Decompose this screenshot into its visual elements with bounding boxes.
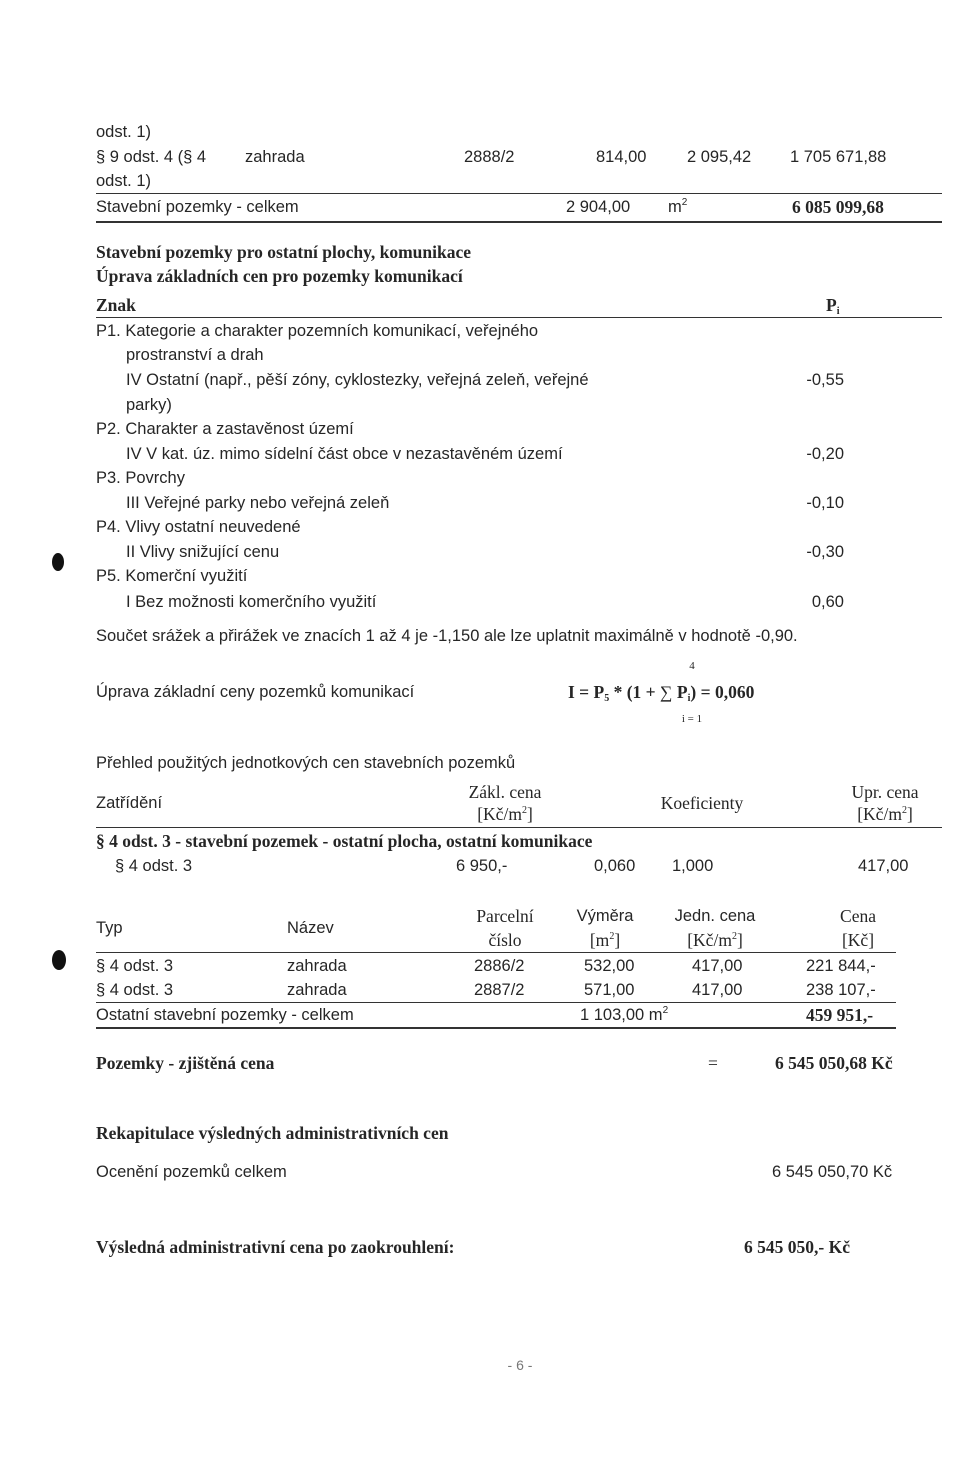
column-header-base-price: Zákl. cena bbox=[468, 782, 542, 802]
table-row-type: § 4 odst. 3 bbox=[96, 981, 174, 999]
top-row-3: odst. 1) bbox=[96, 172, 152, 190]
divider-line bbox=[96, 1002, 896, 1003]
column-header-pi: $P_i$ bbox=[826, 295, 840, 317]
building-plots-total-label: Stavební pozemky - celkem bbox=[96, 198, 299, 216]
other-plots-total-price: 459 951,- bbox=[806, 1005, 874, 1025]
table-row-name: zahrada bbox=[287, 981, 347, 999]
divider-line bbox=[96, 193, 942, 194]
column-header-name: Název bbox=[287, 919, 334, 937]
section-subtitle: Úprava základních cen pro pozemky komunikací bbox=[96, 266, 463, 286]
column-header-price: Cena bbox=[840, 906, 876, 926]
top-row-2-area: 814,00 bbox=[596, 148, 647, 166]
found-price-value: 6 545 050,68 Kč bbox=[775, 1053, 893, 1073]
found-price-equals: = bbox=[708, 1053, 718, 1073]
criterion-line: prostranství a drah bbox=[126, 346, 264, 364]
table-row-type: § 4 odst. 3 bbox=[96, 957, 174, 975]
criterion-value: -0,10 bbox=[806, 494, 844, 512]
criterion-line: P5. Komerční využití bbox=[96, 567, 248, 585]
top-row-2-unit-price: 2 095,42 bbox=[687, 148, 752, 166]
criterion-value: -0,55 bbox=[806, 371, 844, 389]
table-row-unit-price: 417,00 bbox=[692, 957, 743, 975]
criterion-line: II Vlivy snižující cenu bbox=[126, 543, 280, 561]
table-row-parcel: 2886/2 bbox=[474, 957, 525, 975]
column-header-coefficients: Koeficienty bbox=[660, 793, 744, 813]
top-row-2-type: zahrada bbox=[245, 148, 305, 166]
criterion-line: P1. Kategorie a charakter pozemních komunikací, veřejného bbox=[96, 322, 539, 340]
criterion-line: IV Ostatní (např., pěší zóny, cyklostezky, veřejná zeleň, veřejné bbox=[126, 371, 589, 389]
formula-lower-limit: i = 1 bbox=[681, 713, 703, 725]
column-header-parcel: Parcelní bbox=[476, 906, 534, 926]
column-header-base-price-unit: $[Kč/m^2]$ bbox=[477, 804, 533, 824]
criterion-line: III Veřejné parky nebo veřejná zeleň bbox=[126, 494, 390, 512]
table-row-parcel: 2887/2 bbox=[474, 981, 525, 999]
column-header-classification: Zatřídění bbox=[96, 794, 163, 812]
divider-line bbox=[96, 952, 896, 953]
table-row-price: 238 107,- bbox=[806, 981, 876, 999]
column-header-area-unit: $[m^2]$ bbox=[589, 930, 621, 950]
page-number: - 6 - bbox=[507, 1357, 533, 1373]
punch-hole-mark bbox=[52, 950, 66, 970]
table-row-name: zahrada bbox=[287, 957, 347, 975]
table-row-area: 532,00 bbox=[584, 957, 635, 975]
column-header-znak: Znak bbox=[96, 295, 136, 315]
top-row-2-price: 1 705 671,88 bbox=[790, 148, 887, 166]
building-plots-total-unit: $m^2$ bbox=[668, 197, 688, 216]
recap-title: Rekapitulace výsledných administrativních cen bbox=[96, 1123, 449, 1143]
building-plots-total-area: 2 904,00 bbox=[566, 198, 631, 216]
final-price-value: 6 545 050,- Kč bbox=[744, 1237, 850, 1257]
overview-row-coef-2: 1,000 bbox=[672, 857, 714, 875]
final-price-label: Výsledná administrativní cena po zaokrouhlení: bbox=[96, 1237, 455, 1257]
criterion-line: P2. Charakter a zastavěnost území bbox=[96, 420, 354, 438]
divider-line bbox=[96, 827, 942, 828]
column-header-area: Výměra bbox=[576, 907, 634, 925]
formula-upper-limit: 4 bbox=[689, 660, 695, 672]
column-header-unit-price: Jedn. cena bbox=[674, 907, 756, 925]
table-row-price: 221 844,- bbox=[806, 957, 876, 975]
column-header-adjusted-price-unit: $[Kč/m^2]$ bbox=[857, 804, 913, 824]
overview-group-heading: § 4 odst. 3 - stavební pozemek - ostatní plocha, ostatní komunikace bbox=[96, 831, 593, 851]
column-header-parcel-line2: číslo bbox=[488, 930, 522, 950]
column-header-adjusted-price: Upr. cena bbox=[851, 782, 919, 802]
criterion-line: P3. Povrchy bbox=[96, 469, 185, 487]
other-plots-total-area: 1 103,00 $m^2$ bbox=[580, 1005, 669, 1024]
building-plots-total-price: 6 085 099,68 bbox=[792, 197, 884, 217]
criterion-line: parky) bbox=[126, 396, 172, 414]
criterion-value: -0,20 bbox=[806, 445, 844, 463]
divider-line bbox=[96, 1027, 896, 1029]
formula-label: Úprava základní ceny pozemků komunikací bbox=[96, 683, 415, 701]
top-row-1: odst. 1) bbox=[96, 123, 152, 141]
formula: $I = P_5 * (1$ + ∑ $P_i) = 0,060$ bbox=[568, 682, 755, 704]
criterion-line: IV V kat. úz. mimo sídelní část obce v nezastavěném území bbox=[126, 445, 563, 463]
overview-title: Přehled použitých jednotkových cen stavebních pozemků bbox=[96, 754, 516, 772]
overview-row-ref: § 4 odst. 3 bbox=[115, 857, 193, 875]
punch-hole-mark bbox=[52, 553, 64, 571]
other-plots-total-label: Ostatní stavební pozemky - celkem bbox=[96, 1006, 354, 1024]
column-header-type: Typ bbox=[96, 919, 123, 937]
criterion-value: 0,60 bbox=[811, 593, 844, 611]
overview-row-base-price: 6 950,- bbox=[456, 857, 508, 875]
total-valuation-value: 6 545 050,70 Kč bbox=[772, 1163, 893, 1181]
divider-line bbox=[96, 221, 942, 223]
table-row-area: 571,00 bbox=[584, 981, 635, 999]
sum-note: Součet srážek a přirážek ve znacích 1 až 4 je -1,150 ale lze uplatnit maximálně v hodnotě -0,90. bbox=[96, 627, 798, 645]
criterion-value: -0,30 bbox=[806, 543, 844, 561]
total-valuation-label: Ocenění pozemků celkem bbox=[96, 1163, 287, 1181]
top-row-2-ref: § 9 odst. 4 (§ 4 bbox=[96, 148, 207, 166]
column-header-price-unit: [Kč] bbox=[841, 930, 875, 950]
criterion-line: I Bez možnosti komerčního využití bbox=[126, 593, 377, 611]
criterion-line: P4. Vlivy ostatní neuvedené bbox=[96, 518, 301, 536]
found-price-label: Pozemky - zjištěná cena bbox=[96, 1053, 275, 1073]
column-header-unit-price-unit: $[Kč/m^2]$ bbox=[687, 930, 743, 950]
top-row-2-parcel: 2888/2 bbox=[464, 148, 515, 166]
overview-row-coef-1: 0,060 bbox=[594, 857, 636, 875]
overview-row-adjusted-price: 417,00 bbox=[858, 857, 909, 875]
table-row-unit-price: 417,00 bbox=[692, 981, 743, 999]
divider-line bbox=[96, 317, 942, 318]
section-title: Stavební pozemky pro ostatní plochy, komunikace bbox=[96, 242, 472, 262]
